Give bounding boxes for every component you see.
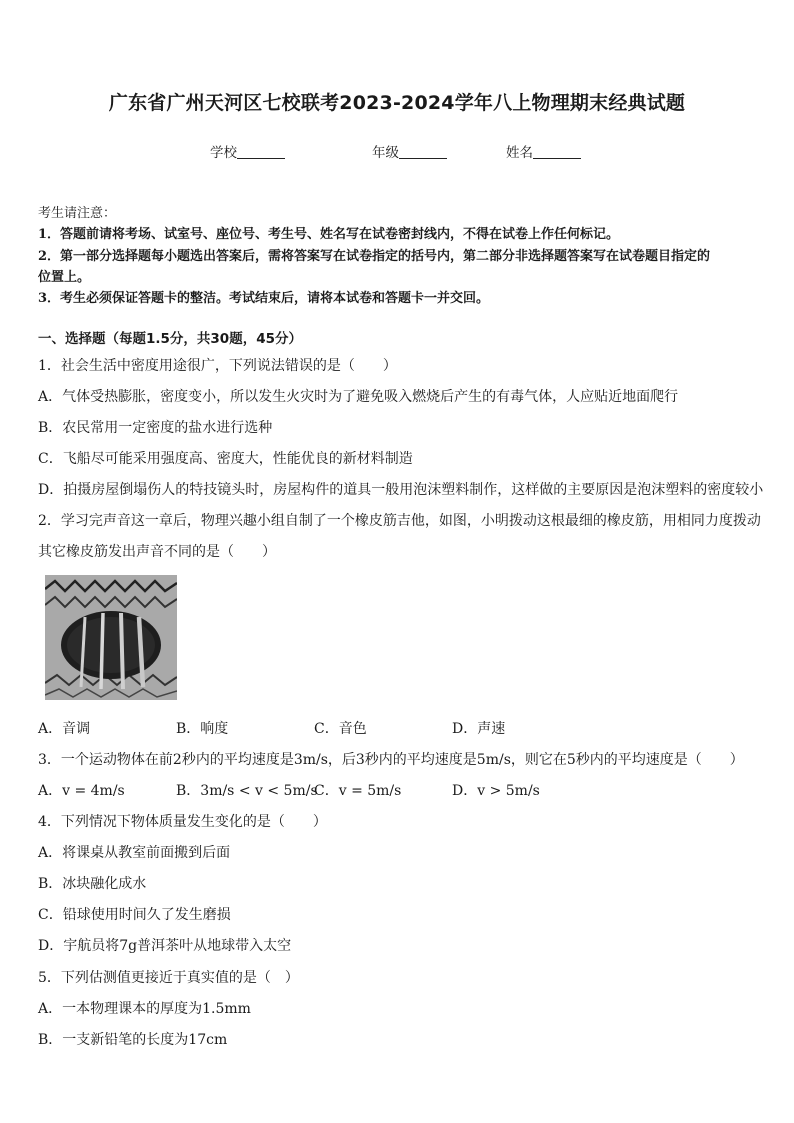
q1-option-a: A．气体受热膨胀，密度变小，所以发生火灾时为了避免吸入燃烧后产生的有毒气体，人应贴近地面爬行 [38, 389, 679, 405]
name-blank[interactable] [533, 144, 581, 159]
guitar-illustration [45, 575, 177, 700]
q2-option-a: A．音调 [38, 721, 91, 737]
grade-blank[interactable] [399, 144, 447, 159]
q2-option-b: B．响度 [176, 721, 229, 737]
notice-item-2-cont: 位置上。 [38, 270, 91, 285]
q5-option-b: B．一支新铅笔的长度为17cm [38, 1032, 228, 1048]
school-field[interactable] [210, 141, 285, 161]
section-title: 一、选择题（每题1.5分，共30题，45分） [38, 331, 302, 347]
q4-option-d: D．宇航员将7g普洱茶叶从地球带入太空 [38, 938, 292, 954]
q2-stem-line2: 其它橡皮筋发出声音不同的是（ ） [38, 544, 276, 560]
q2-stem-line1: 2．学习完声音这一章后，物理兴趣小组自制了一个橡皮筋吉他，如图，小明拨动这根最细的橡皮筋，用相同力度拨动 [38, 513, 761, 529]
q3-option-a: A．v = 4m/s [38, 783, 125, 799]
q4-option-b: B．冰块融化成水 [38, 876, 147, 892]
q3-option-d: D．v > 5m/s [452, 783, 540, 799]
notice-item-1: 1．答题前请将考场、试室号、座位号、考生号、姓名写在试卷密封线内，不得在试卷上作任何标记。 [38, 227, 620, 242]
grade-field[interactable] [372, 141, 447, 161]
q5-option-a: A．一本物理课本的厚度为1.5mm [38, 1001, 251, 1017]
school-blank[interactable] [237, 144, 285, 159]
q3-option-c: C．v = 5m/s [314, 783, 402, 799]
notice-item-3: 3．考生必须保证答题卡的整洁。考试结束后，请将本试卷和答题卡一并交回。 [38, 291, 490, 306]
q1-option-b: B．农民常用一定密度的盐水进行选种 [38, 420, 273, 436]
notice-heading: 考生请注意： [38, 206, 117, 221]
grade-label: 年级 [372, 145, 399, 161]
q3-option-b: B．3m/s < v < 5m/s [176, 783, 318, 799]
q3-stem: 3．一个运动物体在前2秒内的平均速度是3m/s，后3秒内的平均速度是5m/s，则它在5秒内的平均速度是（ ） [38, 752, 744, 768]
school-label: 学校 [210, 145, 237, 161]
q3-options [0, 780, 794, 800]
q2-option-d: D．声速 [452, 721, 506, 737]
q4-option-a: A．将课桌从教室前面搬到后面 [38, 845, 231, 861]
name-label: 姓名 [506, 145, 533, 161]
rubber-band-guitar-figure [45, 575, 177, 700]
q2-options [0, 718, 794, 738]
q1-option-d: D．拍摄房屋倒塌伤人的特技镜头时，房屋构件的道具一般用泡沫塑料制作，这样做的主要原因是泡沫塑料的密度较小 [38, 482, 764, 498]
q1-stem: 1．社会生活中密度用途很广，下列说法错误的是（ ） [38, 358, 397, 374]
notice-item-2: 2．第一部分选择题每小题选出答案后，需将答案写在试卷指定的括号内，第二部分非选择题答案写在试卷题目指定的 [38, 249, 711, 264]
q4-option-c: C．铅球使用时间久了发生磨损 [38, 907, 231, 923]
q1-option-c: C．飞船尽可能采用强度高、密度大，性能优良的新材料制造 [38, 451, 413, 467]
name-field[interactable] [506, 141, 581, 161]
q4-stem: 4．下列情况下物体质量发生变化的是（ ） [38, 814, 327, 830]
q5-stem: 5．下列估测值更接近于真实值的是（ ） [38, 970, 299, 986]
exam-title: 广东省广州天河区七校联考2023-2024学年八上物理期末经典试题 [108, 92, 686, 114]
q2-option-c: C．音色 [314, 721, 367, 737]
